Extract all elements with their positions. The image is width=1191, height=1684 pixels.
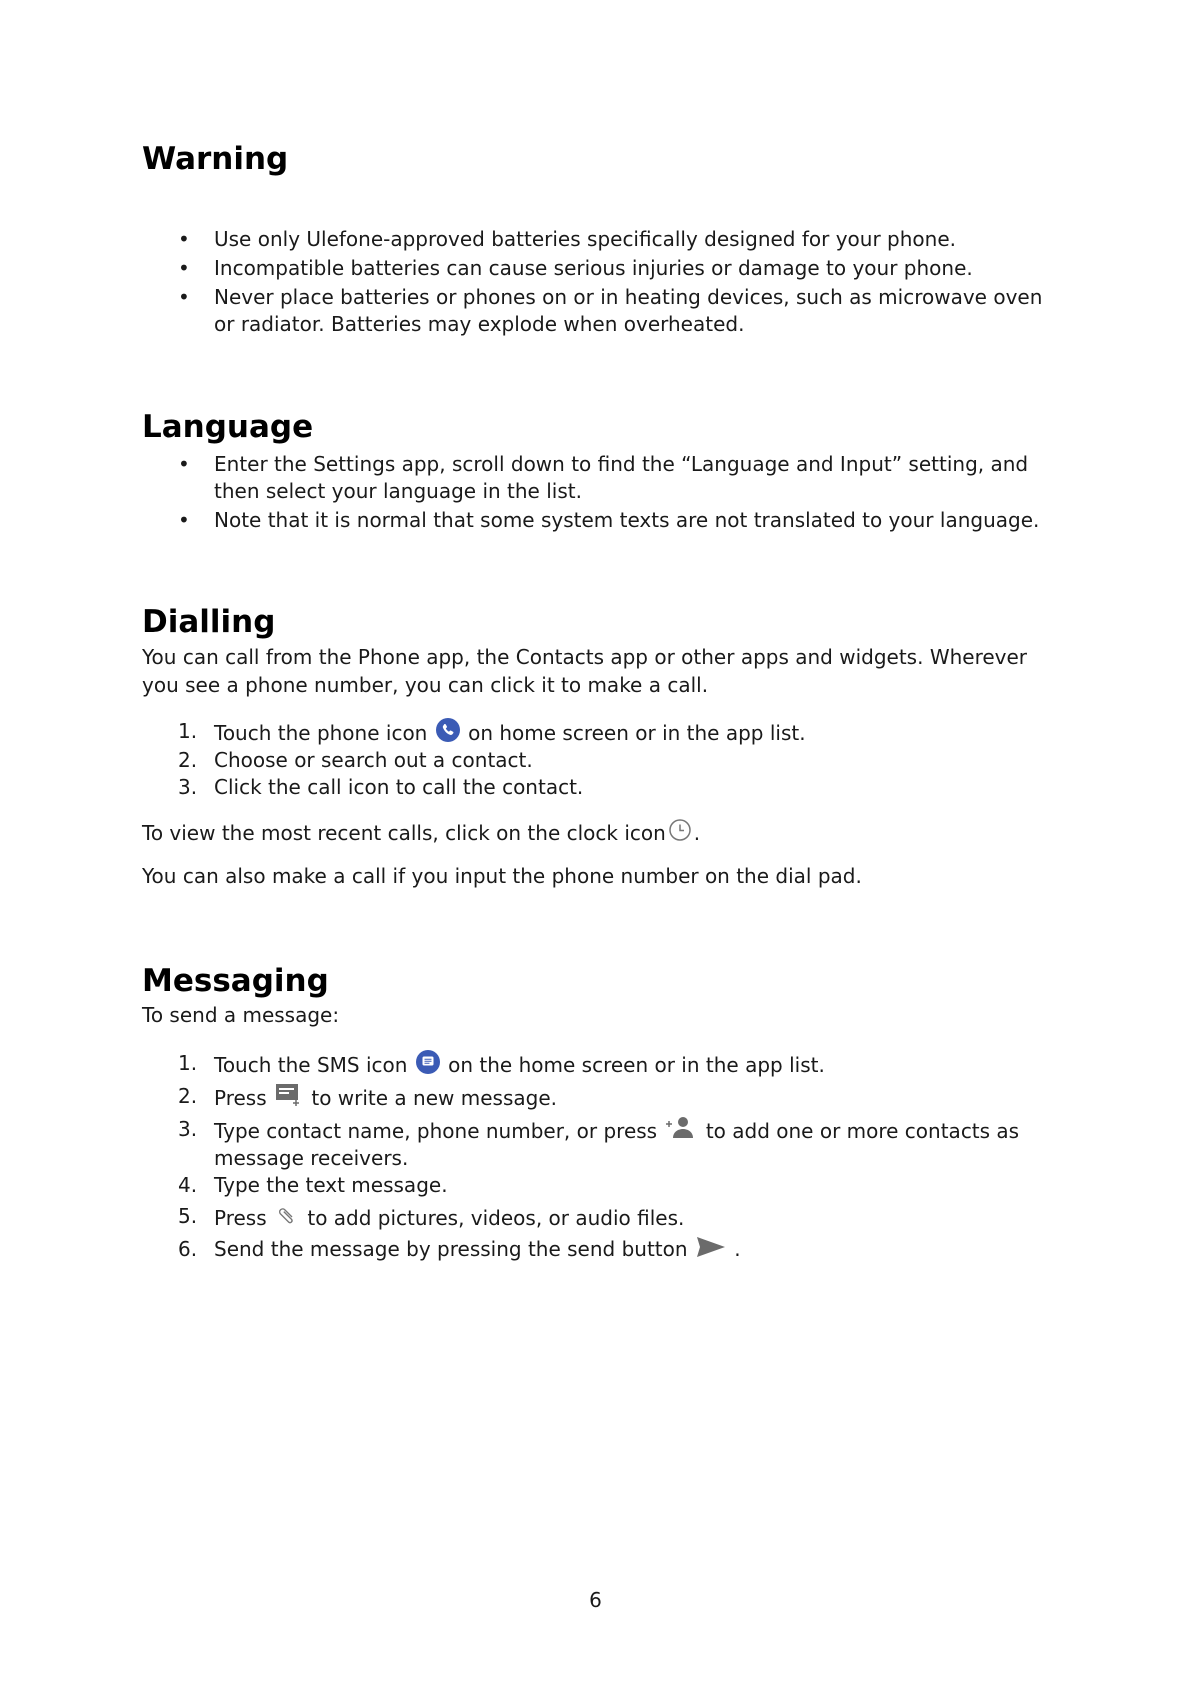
messaging-steps (142, 1050, 1052, 1263)
list-item: 4. Type the text message. (178, 1173, 448, 1197)
list-item: • Note that it is normal that some system texts are not translated to your language. (178, 508, 1040, 532)
document-page (142, 0, 1052, 1684)
phone-icon (436, 718, 460, 742)
list-item: • Incompatible batteries can cause serious injuries or damage to your phone. (178, 256, 973, 280)
list-item: 3. Type contact name, phone number, or press to add one or more contacts as message receivers. (178, 1117, 1020, 1170)
list-item: 1. Touch the phone icon on home screen or in the app list. (178, 719, 806, 745)
bullet: • (178, 256, 190, 280)
language-heading: Language (142, 409, 314, 445)
dialpad-text: You can also make a call if you input the phone number on the dial pad. (142, 864, 862, 888)
bullet: • (178, 285, 190, 309)
warning-heading: Warning (142, 141, 289, 177)
language-list (142, 451, 1052, 534)
recent-calls-text: To view the most recent calls, click on the clock icon . (142, 818, 1052, 847)
list-item: • Never place batteries or phones on or in heating devices, such as microwave oven or radiator. Batteries may explode when overheated. (178, 285, 1043, 336)
send-icon (696, 1236, 726, 1258)
list-item: 5. Press to add pictures, videos, or audio files. (178, 1204, 685, 1230)
list-item: 3. Click the call icon to call the contact. (178, 775, 584, 799)
bullet: • (178, 452, 190, 476)
dialling-steps (142, 718, 1052, 801)
attachment-icon (275, 1203, 299, 1227)
list-item: 1. Touch the SMS icon on the home screen or in the app list. (178, 1051, 825, 1077)
list-item: 6. Send the message by pressing the send button . (178, 1237, 741, 1261)
sms-icon (416, 1050, 440, 1074)
dialling-intro: You can call from the Phone app, the Contacts app or other apps and widgets. Wherever you see a phone number, you can click it to make a call. (142, 645, 1028, 697)
bullet: • (178, 227, 190, 251)
list-item: 2. Press to write a new message. (178, 1084, 557, 1110)
dialling-heading: Dialling (142, 604, 276, 640)
clock-icon (668, 818, 692, 842)
list-item: • Enter the Settings app, scroll down to find the “Language and Input” setting, and then select your language in the list. (178, 452, 1029, 503)
messaging-heading: Messaging (142, 963, 329, 999)
bullet: • (178, 508, 190, 532)
list-item: • Use only Ulefone-approved batteries specifically designed for your phone. (178, 227, 956, 251)
list-item: 2. Choose or search out a contact. (178, 748, 533, 772)
warning-list (142, 226, 1052, 338)
new-message-icon (275, 1083, 303, 1107)
add-contact-icon (665, 1116, 697, 1140)
messaging-intro: To send a message: (142, 1003, 340, 1027)
page-number: 6 (589, 1588, 602, 1612)
